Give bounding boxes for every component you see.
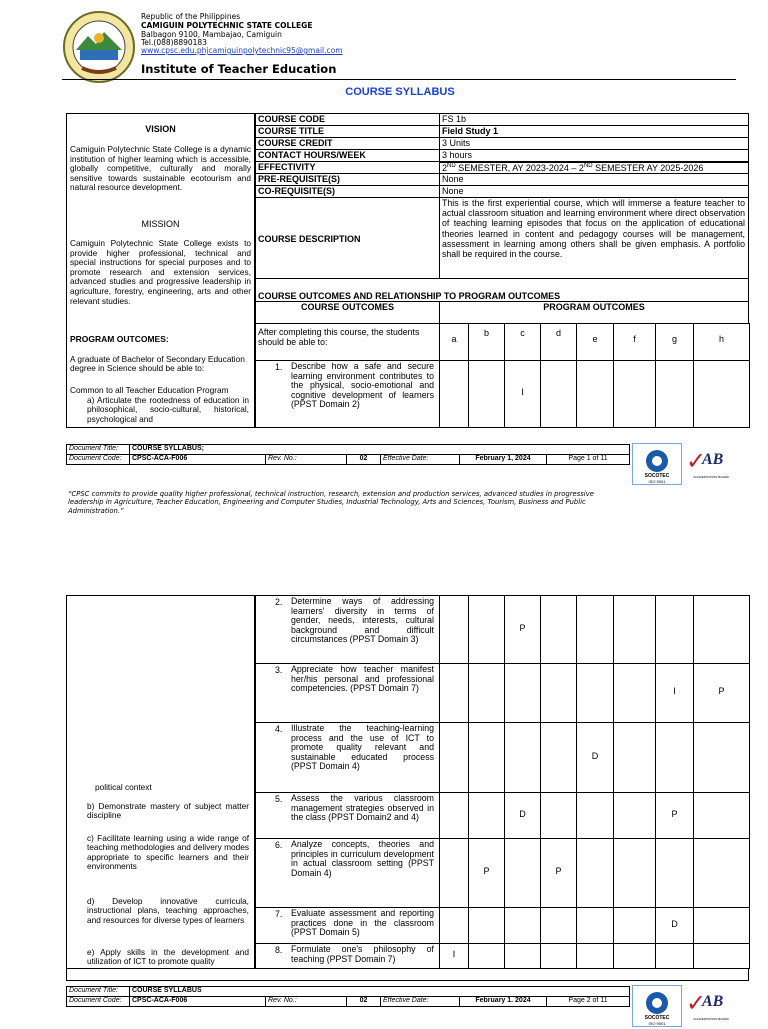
course-outcome-text: Formulate one's philosophy of teaching (PPST Domain 7) [291, 944, 434, 964]
course-outcomes-header: COURSE OUTCOMES [255, 301, 440, 324]
outcome-mark-cell [613, 792, 656, 839]
program-outcome-letter: c [520, 328, 525, 338]
program-outcome-letter: h [718, 334, 724, 344]
outcome-mark-cell [613, 838, 656, 908]
course-outcome-text: Analyze concepts, theories and principles in curriculum development in actual classroom setting (PPST Domain 4) [291, 839, 434, 878]
course-outcome-row [255, 722, 440, 793]
socotec-logo-ring-icon [652, 998, 662, 1008]
socotec-certification-badge [632, 443, 682, 485]
table-bottom-row [66, 968, 749, 981]
outcome-mark-cell [540, 792, 577, 839]
outcome-mark: D [519, 808, 526, 819]
outcome-mark-cell [540, 663, 577, 723]
program-outcomes-header: PROGRAM OUTCOMES [439, 301, 749, 324]
outcome-mark-cell [439, 595, 469, 664]
course-outcome-row [255, 907, 440, 944]
socotec-logo-icon [646, 992, 668, 1014]
outcome-mark-cell [540, 943, 577, 969]
course-outcome-number: 1. [275, 362, 283, 372]
outcome-mark-cell [576, 360, 614, 428]
effectivity-part: SEMESTER, AY 2023-2024 – 2 [455, 163, 584, 173]
outcome-mark-cell [540, 595, 577, 664]
outcome-mark-cell [439, 838, 469, 908]
footer-page: Page 2 of 11 [546, 996, 630, 1007]
outcome-mark-cell [468, 907, 505, 944]
header-divider [62, 79, 736, 80]
course-info-label: CO-REQUISITE(S) [255, 185, 440, 198]
course-outcome-text: Evaluate assessment and reporting practices done in the classroom (PPST Domain 5) [291, 908, 434, 938]
course-outcome-number: 8. [275, 945, 283, 955]
page-title: COURSE SYLLABUS [345, 86, 455, 98]
institute-name: Institute of Teacher Education [141, 62, 337, 76]
effectivity-part: SEMESTER AY 2025-2026 [592, 163, 704, 173]
socotec-logo-ring-icon [652, 456, 662, 466]
outcome-mark: P [555, 866, 562, 876]
outcome-mark-cell [439, 907, 469, 944]
socotec-label: SOCOTEC [644, 473, 670, 479]
ab-logo-text: AB [702, 451, 724, 468]
footer-page: Page 1 of 11 [546, 454, 630, 465]
course-info-label: EFFECTIVITY [255, 161, 440, 174]
program-outcome-letter: g [671, 334, 677, 344]
outcome-mark-cell [693, 943, 750, 969]
outcome-mark: D [671, 918, 678, 929]
college-seal-logo [62, 10, 136, 84]
program-outcome-letter: f [633, 334, 636, 344]
course-info-label: COURSE TITLE [255, 125, 440, 138]
effectivity-sup: ND [447, 163, 456, 169]
program-outcome-letter-cell [693, 323, 750, 361]
outcome-mark-cell [655, 838, 694, 908]
program-outcome-c: c) Facilitate learning using a wide range of teaching methodologies and delivery modes appropriate to specific learners and their environments [87, 833, 249, 872]
outcome-mark: I [673, 686, 676, 696]
outcome-mark: D [591, 750, 599, 761]
footer-doc-code-label: Document Code: [66, 454, 130, 465]
outcome-mark-cell [468, 663, 505, 723]
outcome-mark-cell [655, 792, 694, 839]
outcome-mark-cell [504, 907, 541, 944]
outcome-mark: P [519, 622, 526, 633]
outcome-mark-cell [468, 360, 505, 428]
course-info-label: COURSE CODE [255, 113, 440, 126]
outcome-mark-cell [504, 360, 541, 428]
program-outcome-d: d) Develop innovative curricula, instructional plans, teaching approaches, and resources for diverse types of learners [87, 896, 249, 925]
course-outcome-number: 5. [275, 794, 283, 804]
outcomes-intro: After completing this course, the students should be able to: [255, 323, 440, 361]
quality-policy-statement: “CPSC commits to provide quality higher professional, technical instruction, research, extension and production services, advanced studies in progressive leadership in Agriculture, Teacher Education, Engineering and Computer Studies, Industrial Technology, Arts and Sciences, Tourism, Business and Public Administration.” [68, 490, 594, 515]
header-address: Balbagon 9100, Mambajao, Camiguin [141, 30, 282, 39]
course-outcome-text: Appreciate how teacher manifest her/his personal and professional competencies. (PPST Domain 7) [291, 664, 434, 694]
outcome-mark-cell [468, 595, 505, 664]
course-info-value: 3 hours [439, 149, 749, 162]
program-outcome-letter: a [451, 334, 457, 344]
outcome-mark-cell [576, 838, 614, 908]
footer-eff: February 1, 2024 [459, 454, 547, 465]
course-outcome-number: 2. [275, 597, 283, 607]
outcome-mark-cell [540, 722, 577, 793]
outcome-mark: I [521, 387, 524, 397]
program-outcome-b: b) Demonstrate mastery of subject matter discipline [87, 801, 249, 821]
footer-doc-title: COURSE SYLLABUS [129, 986, 630, 997]
footer-eff-label: Effective Date: [380, 996, 460, 1007]
program-outcomes-heading: PROGRAM OUTCOMES: [70, 334, 169, 344]
course-outcome-row [255, 943, 440, 969]
outcome-mark-cell [540, 838, 577, 908]
footer-doc-title-label: Document Title: [66, 986, 130, 997]
outcome-mark-cell [693, 663, 750, 723]
outcome-mark-cell [693, 360, 750, 428]
header-republic: Republic of the Philippines [141, 12, 241, 21]
outcome-mark-cell [576, 943, 614, 969]
course-outcome-text: Illustrate the teaching-learning process and the use of ICT to promote quality relevant and sustainable educated process (PPST Domain 4) [291, 723, 434, 772]
mission-heading: MISSION [141, 219, 180, 229]
program-outcomes-intro: A graduate of Bachelor of Secondary Education degree in Science should be able to: [70, 354, 245, 374]
outcome-mark-cell [655, 943, 694, 969]
header-telephone: Tel.(088)8890183 [141, 38, 207, 47]
outcome-mark-cell [468, 792, 505, 839]
socotec-logo-icon [646, 450, 668, 472]
accreditation-board-badge [686, 443, 732, 487]
header-college-name: CAMIGUIN POLYTECHNIC STATE COLLEGE [141, 21, 313, 30]
course-outcome-number: 3. [275, 665, 283, 675]
program-outcome-letter-cell [576, 323, 614, 361]
outcome-mark-cell [576, 792, 614, 839]
outcome-mark-cell [613, 595, 656, 664]
program-outcome-letter: d [555, 328, 561, 338]
outcome-mark-cell [613, 943, 656, 969]
outcome-mark-cell [613, 722, 656, 793]
accreditation-board-badge [686, 985, 732, 1029]
footer-doc-code: CPSC-ACA-F006 [129, 454, 266, 465]
ab-subtitle: ACCREDITATION BOARD [693, 1017, 729, 1021]
effectivity-sup: ND [583, 163, 593, 169]
program-outcomes-continued [66, 595, 255, 969]
course-outcome-row [255, 360, 440, 428]
outcome-mark: I [452, 949, 456, 959]
program-outcome-letter-cell [655, 323, 694, 361]
outcome-mark-cell [576, 663, 614, 723]
outcome-mark-cell [468, 722, 505, 793]
iso-label: ISO 9001 [648, 1021, 666, 1026]
outcome-mark: P [483, 866, 490, 876]
outcomes-section-title: COURSE OUTCOMES AND RELATIONSHIP TO PROGRAM OUTCOMES [258, 291, 561, 301]
outcome-mark-cell [613, 907, 656, 944]
header-website-link[interactable]: www.cpsc.edu.phjcamiguinpolytechnic95@gmail.com [141, 46, 343, 55]
program-outcomes-common: Common to all Teacher Education Program [70, 385, 229, 395]
footer-rev: 02 [346, 996, 381, 1007]
course-outcome-number: 7. [275, 909, 283, 919]
course-outcome-text: Assess the various classroom management strategies observed in the class (PPST Domain2 and 4) [291, 793, 434, 823]
outcome-mark: P [718, 686, 725, 696]
socotec-label: SOCOTEC [644, 1015, 670, 1021]
program-outcome-letter: e [592, 334, 598, 344]
program-outcome-e: e) Apply skills in the development and utilization of ICT to promote quality [87, 948, 249, 967]
outcome-mark-cell [468, 838, 505, 908]
course-info-value: None [439, 185, 749, 198]
course-outcome-number: 4. [275, 724, 283, 734]
program-outcome-a: a) Articulate the rootedness of education in philosophical, socio-cultural, historical, psychological and [87, 396, 249, 424]
course-info-label: PRE-REQUISITE(S) [255, 173, 440, 186]
course-outcome-text: Describe how a safe and secure learning environment contributes to the physical, socio-emotional and cognitive development of learners (PPST Domain 2) [291, 361, 434, 410]
program-outcome-letter: b [483, 328, 489, 338]
outcome-mark-cell [468, 943, 505, 969]
course-info-value: 3 Units [439, 137, 749, 150]
vision-heading: VISION [145, 124, 176, 134]
footer-eff-label: Effective Date: [380, 454, 460, 465]
outcome-mark-cell [504, 792, 541, 839]
program-outcome-letter-cell [468, 323, 505, 361]
outcome-mark-cell [504, 595, 541, 664]
footer-rev-label: Rev. No.: [265, 454, 347, 465]
outcome-mark-cell [576, 722, 614, 793]
outcome-mark-cell [439, 360, 469, 428]
course-outcome-row [255, 838, 440, 908]
outcome-mark-cell [439, 943, 469, 969]
ab-subtitle: ACCREDITATION BOARD [693, 475, 729, 479]
course-outcome-number: 6. [275, 840, 283, 850]
course-info-value: Field Study 1 [439, 125, 749, 138]
course-info-value: None [439, 173, 749, 186]
outcome-mark-cell [439, 663, 469, 723]
outcomes-section-cell [255, 278, 749, 302]
outcome-mark-cell [693, 792, 750, 839]
footer-rev: 02 [346, 454, 381, 465]
check-mark-icon: ✓ [686, 989, 707, 1017]
outcome-mark-cell [693, 907, 750, 944]
program-outcome-letter-cell [613, 323, 656, 361]
outcome-mark-cell [439, 722, 469, 793]
program-outcome-letter-cell [504, 323, 541, 361]
outcome-mark-cell [504, 663, 541, 723]
socotec-certification-badge [632, 985, 682, 1027]
outcome-mark-cell [655, 907, 694, 944]
check-mark-icon: ✓ [686, 447, 707, 475]
footer-doc-code-label: Document Code: [66, 996, 130, 1007]
outcome-mark-cell [655, 360, 694, 428]
outcome-mark-cell [655, 595, 694, 664]
course-outcome-row [255, 792, 440, 839]
footer-eff: February 1. 2024 [459, 996, 547, 1007]
vision-text: Camiguin Polytechnic State College is a dynamic institution of higher learning which is accessible, globally competitive, culturally and morally sensitive towards sustainable ecotourism and natural resource development. [70, 144, 251, 193]
course-outcome-text: Determine ways of addressing learners' diversity in terms of gender, needs, interests, cultural background and difficult circumstances (PPST Domain 3) [291, 596, 434, 645]
course-info-label: CONTACT HOURS/WEEK [255, 149, 440, 162]
vision-mission-column [66, 113, 255, 428]
course-outcome-row [255, 663, 440, 723]
mission-text: Camiguin Polytechnic State College exists to provide higher professional, technical and special instructions for special purposes and to promote research and extension services, advanced studies and progressive leadership in agriculture, forestry, engineering, arts and other relevant studies. [70, 238, 251, 306]
course-outcome-row [255, 595, 440, 664]
footer-doc-title-label: Document Title: [66, 444, 130, 455]
program-outcome-a-continued: political context [95, 782, 152, 792]
course-info-value: FS 1b [439, 113, 749, 126]
course-description-label-cell [255, 197, 440, 279]
outcome-mark-cell [655, 663, 694, 723]
footer-doc-code: CPSC-ACA-F006 [129, 996, 266, 1007]
ab-logo-text: AB [702, 993, 724, 1010]
outcome-mark-cell [613, 663, 656, 723]
outcome-mark-cell [655, 722, 694, 793]
course-description-label: COURSE DESCRIPTION [258, 234, 361, 244]
outcome-mark-cell [613, 360, 656, 428]
outcome-mark-cell [504, 838, 541, 908]
outcome-mark-cell [693, 838, 750, 908]
outcome-mark-cell [439, 792, 469, 839]
effectivity-part: 2 [442, 163, 448, 173]
course-description-text: This is the first experiential course, which will immerse a feature teacher to actual classroom situation and learning environment where direct observation of teaching learning episodes that focus on the application of educational theories learned in content and pedagogy courses will be management, assessment in learning among others shall be given emphasis. A portfolio shall be required in the course. [439, 197, 749, 279]
outcome-mark: P [671, 808, 678, 819]
iso-label: ISO 9001 [648, 479, 666, 484]
program-outcome-letter-cell [439, 323, 469, 361]
outcome-mark-cell [693, 595, 750, 664]
footer-rev-label: Rev. No.: [265, 996, 347, 1007]
outcome-mark-cell [504, 722, 541, 793]
course-info-label: COURSE CREDIT [255, 137, 440, 150]
footer-doc-title: COURSE SYLLABUS; [129, 444, 630, 455]
program-outcome-letter-cell [540, 323, 577, 361]
outcome-mark-cell [540, 360, 577, 428]
outcome-mark-cell [693, 722, 750, 793]
outcome-mark-cell [504, 943, 541, 969]
outcome-mark-cell [576, 907, 614, 944]
outcome-mark-cell [576, 595, 614, 664]
outcome-mark-cell [540, 907, 577, 944]
